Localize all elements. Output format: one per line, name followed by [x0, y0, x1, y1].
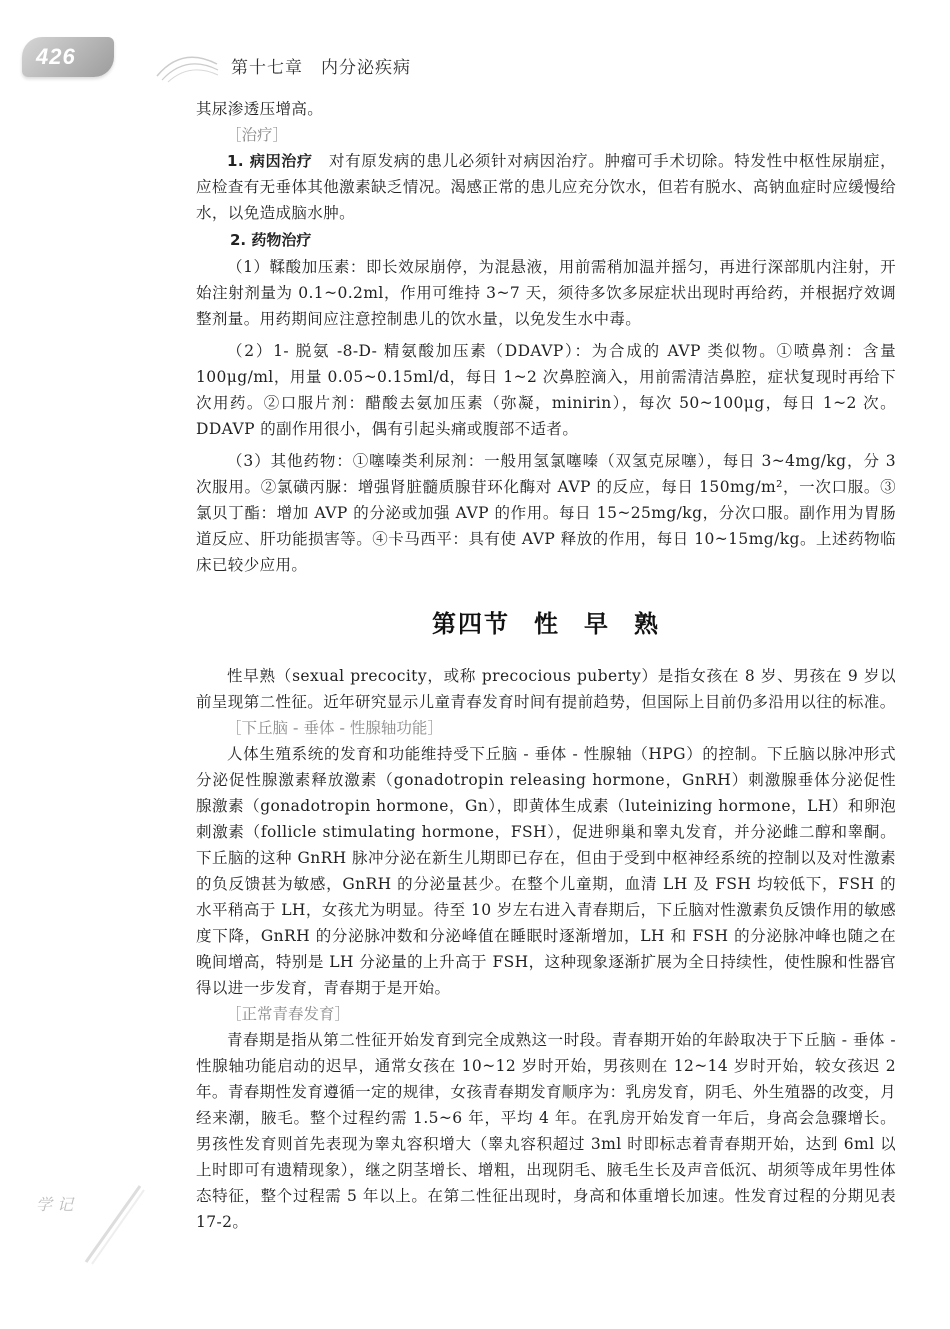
- section-intro: 性早熟（sexual precocity，或称 precocious puberty）是指女孩在 8 岁、男孩在 9 岁以前呈现第二性征。近年研究显示儿童青春发育时间有提前趋势，但国际上目前仍多沿用以往的标准。: [196, 667, 896, 711]
- drug-treatment-heading: 2. 药物治疗: [230, 231, 312, 249]
- pen-icon: [80, 1178, 150, 1268]
- puberty-paragraph: 青春期是指从第二性征开始发育到完全成熟这一时段。青春期开始的年龄取决于下丘脑 - 垂体 - 性腺轴功能启动的迟早，通常女孩在 10~12 岁时开始，男孩则在 12~14 岁时开始，较女孩迟 2 年。青春期性发育遵循一定的规律，女孩青春期发育顺序为：乳房发育，阴毛、外生殖器的改变，月经来潮，腋毛。整个过程约需 1.5~6 年，平均 4 年。在乳房开始发育一年后，身高会急骤增长。男孩性发育则首先表现为睾丸容积增大（睾丸容积超过 3ml 时即标志着青春期开始，达到 6ml 以上时即可有遗精现象），继之阴茎增长、增粗，出现阴毛、腋毛生长及声音低沉、胡须等成年男性体态特征，整个过程需 5 年以上。在第二性征出现时，身高和体重增长加速。性发育过程的分期见表 17-2。: [196, 1031, 896, 1231]
- drug-paragraph-1: （1）鞣酸加压素：即长效尿崩停，为混悬液，用前需稍加温并摇匀，再进行深部肌内注射，开始注射剂量为 0.1~0.2ml，作用可维持 3~7 天，须待多饮多尿症状出现时再给药，并根据疗效调整剂量。用药期间应注意控制患儿的饮水量，以免发生水中毒。: [196, 258, 896, 328]
- section-title-prefix: 第四节: [432, 610, 510, 638]
- drug-paragraph-2: （2）1- 脱氨 -8-D- 精氨酸加压素（DDAVP）：为合成的 AVP 类似物。①喷鼻剂：含量 100μg/ml，用量 0.05~0.15ml/d，每日 1~2 次鼻腔滴入，用前需清洁鼻腔，症状复现时再给下次用药。②口服片剂：醋酸去氨加压素（弥凝，minirin），每次 50~100μg，每日 1~2 次。DDAVP 的副作用很小，偶有引起头痛或腹部不适者。: [196, 342, 896, 438]
- page-header: [0, 0, 950, 100]
- page-number: 426: [36, 44, 76, 69]
- intro-line: 其尿渗透压增高。: [196, 100, 324, 118]
- cause-treatment-paragraph: [196, 148, 896, 226]
- page-number-badge: [22, 37, 114, 77]
- cause-treatment-text: 对有原发病的患儿必须针对病因治疗。肿瘤可手术切除。特发性中枢性尿崩症，应检查有无垂体其他激素缺乏情况。渴感正常的患儿应充分饮水，但若有脱水、高钠血症时应缓慢给水，以免造成脑水肿。: [196, 152, 896, 222]
- hpg-heading: ［下丘脑 - 垂体 - 性腺轴功能］: [226, 719, 443, 737]
- chapter-title: 第十七章 内分泌疾病: [231, 58, 411, 78]
- drug-paragraph-3: （3）其他药物：①噻嗪类利尿剂：一般用氢氯噻嗪（双氢克尿噻），每日 3~4mg/kg，分 3 次服用。②氯磺丙脲：增强肾脏髓质腺苷环化酶对 AVP 的反应，每日 150mg/m²，一次口服。③氯贝丁酯：增加 AVP 的分泌或加强 AVP 的作用。每日 15~25mg/kg，分次口服。副作用为胃肠道反应、肝功能损害等。④卡马西平：具有使 AVP 释放的作用，每日 10~15mg/kg。上述药物临床已较少应用。: [196, 452, 896, 574]
- hpg-paragraph: 人体生殖系统的发育和功能维持受下丘脑 - 垂体 - 性腺轴（HPG）的控制。下丘脑以脉冲形式分泌促性腺激素释放激素（gonadotropin releasing hormone，GnRH）刺激腺垂体分泌促性腺激素（gonadotropin hormone，Gn），即黄体生成素（luteinizing hormone，LH）和卵泡刺激素（follicle stimulating hormone，FSH），促进卵巢和睾丸发育，并分泌雌二醇和睾酮。下丘脑的这种 GnRH 脉冲分泌在新生儿期即已存在，但由于受到中枢神经系统的控制以及对性激素的负反馈甚为敏感，GnRH 的分泌量甚少。在整个儿童期，血清 LH 及 FSH 均较低下，FSH 的水平稍高于 LH，女孩尤为明显。待至 10 岁左右进入青春期后，下丘脑对性激素负反馈作用的敏感度下降，GnRH 的分泌脉冲数和分泌峰值在睡眠时逐渐增加，LH 和 FSH 的分泌脉冲峰也随之在晚间增高，特别是 LH 分泌量的上升高于 FSH，这种现象逐渐扩展为全日持续性，使性腺和性器官得以进一步发育，青春期于是开始。: [196, 745, 896, 997]
- section-title-char: 性: [534, 610, 560, 638]
- treatment-heading: ［治疗］: [226, 126, 289, 144]
- section-title-char: 熟: [634, 610, 660, 638]
- decorative-swirl-icon: [152, 46, 222, 86]
- page-body: [196, 96, 896, 1235]
- section-title-char: 早: [584, 610, 610, 638]
- puberty-heading: ［正常青春发育］: [226, 1005, 351, 1023]
- section-title: [196, 604, 896, 639]
- notes-label: 学 记: [36, 1195, 74, 1214]
- cause-treatment-heading: 1. 病因治疗: [227, 152, 313, 170]
